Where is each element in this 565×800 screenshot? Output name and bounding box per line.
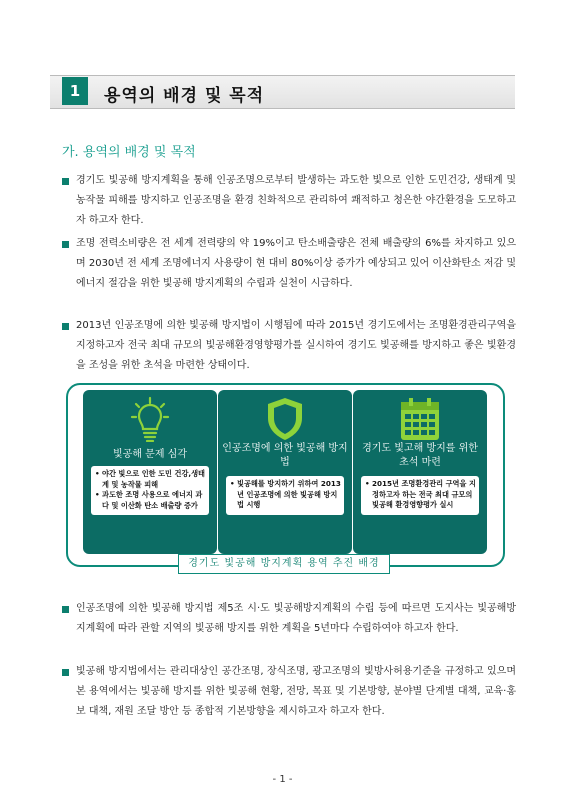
card-point: 2015년 조명환경관리 구역을 지정하고자 하는 전국 최대 규모의 빛공해 환경영향평가 실시: [372, 479, 476, 509]
card-points-box: • 빛공해를 방지하기 위하여 2013년 인공조명에 의한 빛공해 방지법 시행: [226, 476, 344, 515]
paragraph-1: 경기도 빛공해 방지계획을 통해 인공조명으로부터 발생하는 과도한 빛으로 인한 도민건강, 생태계 및 농작물 피해를 방지하고 인공조명을 환경 친화적으로 관리하여 쾌적하고 청은한 야간환경을 도모하고자 하고자 한다.: [76, 175, 516, 226]
section-title: 용역의 배경 및 목적: [104, 86, 265, 106]
bullet-square-icon: [62, 178, 69, 185]
figure-card-prevention-law: [218, 390, 352, 554]
calendar-icon: [399, 396, 441, 442]
paragraph-4: 인공조명에 의한 빛공해 방지법 제5조 시·도 빛공해방지계획의 수립 등에 따르면 도지사는 빛공해방지계획에 따라 관할 지역의 빛공해 방지를 위한 계획을 5년마다 수립하여야 하고자 한다.: [76, 603, 516, 634]
card-points-box: • 야간 빛으로 인한 도민 건강,생태계 및 농작물 피해 • 과도한 조명 사용으로 에너지 과다 및 이산화 탄소 배출량 증가: [91, 466, 209, 515]
lightbulb-icon: [129, 396, 171, 442]
card-point: 과도한 조명 사용으로 에너지 과다 및 이산화 탄소 배출량 증가: [102, 490, 203, 510]
card-title: 인공조명에 의한 빛공해 방지법: [222, 443, 348, 468]
card-title: 경기도 빛고해 방지를 위한 초석 마련: [362, 443, 478, 468]
subsection-title: 가. 용역의 배경 및 목적: [62, 145, 196, 160]
paragraph-5: 빛공해 방지법에서는 관리대상인 공간조명, 장식조명, 광고조명의 빛방사허용기준을 규정하고 있으며 본 용역에서는 빛공해 방지를 위한 빛공해 현황, 전망, 목표 및 기본방향, 분야별 단계별 대책, 교육·홍보 대책, 재원 조달 방안 등 종합적 기본방향을 제시하고자 하고자 한다.: [76, 666, 516, 717]
section-number: 1: [62, 77, 88, 105]
page-number: - 1 -: [272, 774, 293, 785]
figure-caption: 경기도 빛공해 방지계획 용역 추진 배경: [178, 554, 390, 574]
card-points-box: • 2015년 조명환경관리 구역을 지정하고자 하는 전국 최대 규모의 빛공해 환경영향평가 실시: [361, 476, 479, 515]
figure-card-light-pollution: [83, 390, 217, 554]
bullet-square-icon: [62, 606, 69, 613]
paragraph-3: 2013년 인공조명에 의한 빛공해 방지법이 시행됨에 따라 2015년 경기도에서는 조명환경관리구역을 지정하고자 전국 최대 규모의 빛공해환경영향평가를 실시하여 경기도 빛공해를 방지하고 좋은 빛환경을 조성을 위한 초석을 마련한 상태이다.: [76, 320, 516, 371]
bullet-square-icon: [62, 669, 69, 676]
bullet-square-icon: [62, 323, 69, 330]
bullet-square-icon: [62, 241, 69, 248]
figure-card-foundation: [353, 390, 487, 554]
paragraph-2: 조명 전력소비량은 전 세계 전력량의 약 19%이고 탄소배출량은 전체 배출량의 6%를 차지하고 있으며 2030년 전 세계 조명에너지 사용량이 현 대비 80%이상 증가가 예상되고 있어 이산화탄소 저감 및 에너지 절감을 위한 빛공해 방지계획의 수립과 실천이 시급하다.: [76, 238, 516, 289]
card-point: 빛공해를 방지하기 위하여 2013년 인공조명에 의한 빛공해 방지법 시행: [237, 479, 341, 509]
card-point: 야간 빛으로 인한 도민 건강,생태계 및 농작물 피해: [102, 469, 206, 489]
shield-icon: [264, 396, 306, 442]
card-title: 빛공해 문제 심각: [113, 449, 187, 460]
